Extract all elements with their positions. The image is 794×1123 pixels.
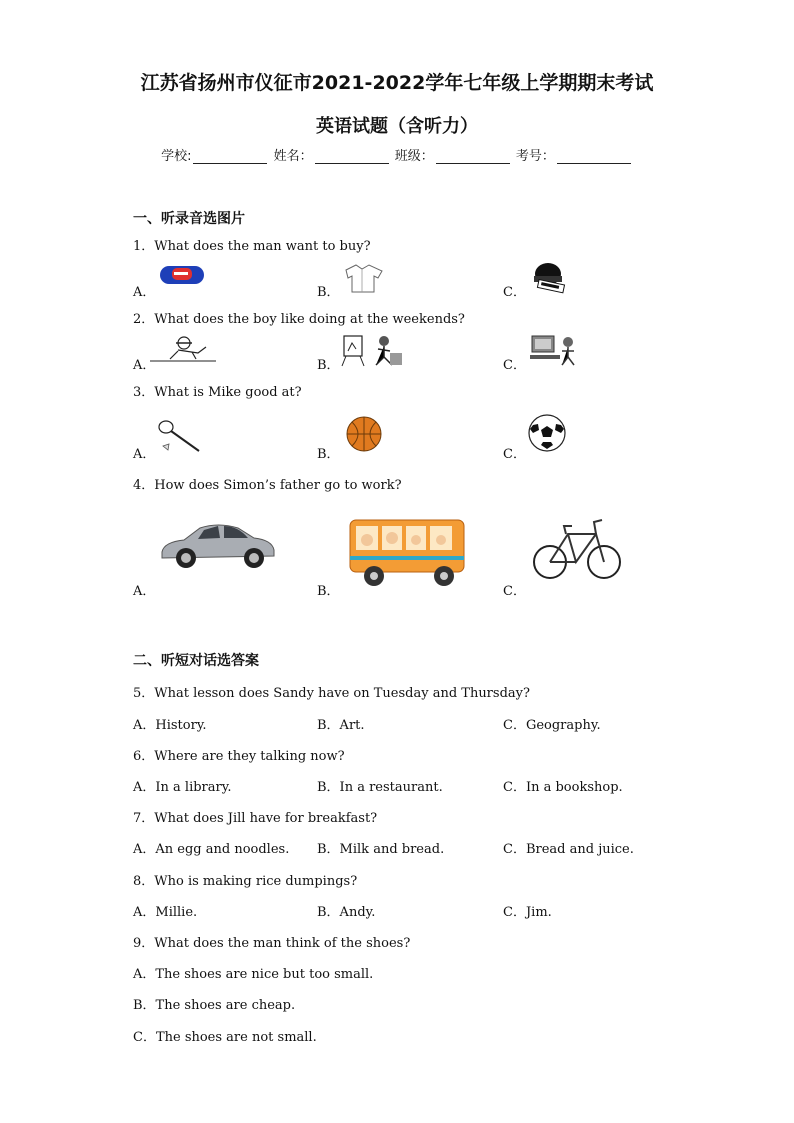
hat-icon: [530, 260, 570, 294]
q3-option-c[interactable]: C．: [503, 447, 526, 462]
q4-option-b[interactable]: B．: [317, 584, 340, 599]
name-blank[interactable]: [315, 151, 389, 164]
section2-heading: 二、听短对话选答案: [133, 653, 259, 669]
question-1: 1．What does the man want to buy?: [133, 239, 371, 254]
school-label: 学校:: [161, 149, 192, 164]
pencil-case-icon: [158, 262, 208, 288]
q3-option-b[interactable]: B．: [317, 447, 340, 462]
q6-option-b[interactable]: B．In a restaurant.: [317, 780, 443, 795]
question-5: 5．What lesson does Sandy have on Tuesday and Thursday?: [133, 686, 530, 701]
section1-heading: 一、听录音选图片: [133, 211, 245, 227]
question-8: 8．Who is making rice dumpings?: [133, 874, 358, 889]
basketball-icon: [345, 415, 383, 453]
q7-option-a[interactable]: A．An egg and noodles.: [133, 842, 290, 857]
shirt-icon: [342, 262, 388, 296]
computer-icon: [528, 333, 582, 367]
q6-option-a[interactable]: A．In a library.: [133, 780, 232, 795]
exam-title-line2: 英语试题（含听力）: [316, 116, 478, 137]
student-info-line: [0, 145, 794, 164]
bicycle-icon: [532, 508, 624, 584]
q9-option-a[interactable]: A．The shoes are nice but too small.: [133, 967, 374, 982]
q7-option-b[interactable]: B．Milk and bread.: [317, 842, 445, 857]
car-icon: [158, 516, 278, 572]
q5-option-c[interactable]: C．Geography.: [503, 718, 601, 733]
question-3: 3．What is Mike good at?: [133, 385, 302, 400]
question-2: 2．What does the boy like doing at the weekends?: [133, 312, 465, 327]
q9-option-b[interactable]: B．The shoes are cheap.: [133, 998, 296, 1013]
q7-option-c[interactable]: C．Bread and juice.: [503, 842, 634, 857]
number-label: 考号：: [515, 149, 555, 164]
question-9: 9．What does the man think of the shoes?: [133, 936, 411, 951]
q9-option-c[interactable]: C．The shoes are not small.: [133, 1030, 317, 1045]
exam-title-line1: 江苏省扬州市仪征市2021-2022学年七年级上学期期末考试: [140, 72, 654, 94]
name-label: 姓名：: [273, 149, 313, 164]
q8-option-b[interactable]: B．Andy.: [317, 905, 376, 920]
question-4: 4．How does Simon’s father go to work?: [133, 478, 402, 493]
q6-option-c[interactable]: C．In a bookshop.: [503, 780, 623, 795]
q5-option-a[interactable]: A．History.: [133, 718, 207, 733]
q4-option-a[interactable]: A．: [133, 584, 156, 599]
q1-option-c[interactable]: C．: [503, 285, 526, 300]
question-6: 6．Where are they talking now?: [133, 749, 345, 764]
badminton-icon: [155, 418, 203, 454]
q1-option-a[interactable]: A．: [133, 285, 156, 300]
q2-option-b[interactable]: B．: [317, 358, 340, 373]
school-blank[interactable]: [193, 151, 267, 164]
q2-option-a[interactable]: A．: [133, 358, 156, 373]
question-7: 7．What does Jill have for breakfast?: [133, 811, 378, 826]
q8-option-c[interactable]: C．Jim.: [503, 905, 552, 920]
q5-option-b[interactable]: B．Art.: [317, 718, 365, 733]
school-bus-icon: [346, 516, 470, 592]
class-blank[interactable]: [436, 151, 510, 164]
football-icon: [527, 413, 567, 453]
class-label: 班级：: [394, 149, 434, 164]
q3-option-a[interactable]: A．: [133, 447, 156, 462]
number-blank[interactable]: [557, 151, 631, 164]
swimming-icon: [148, 333, 218, 367]
q4-option-c[interactable]: C．: [503, 584, 526, 599]
q1-option-b[interactable]: B．: [317, 285, 340, 300]
q2-option-c[interactable]: C．: [503, 358, 526, 373]
q8-option-a[interactable]: A．Millie.: [133, 905, 198, 920]
painting-icon: [340, 333, 406, 367]
